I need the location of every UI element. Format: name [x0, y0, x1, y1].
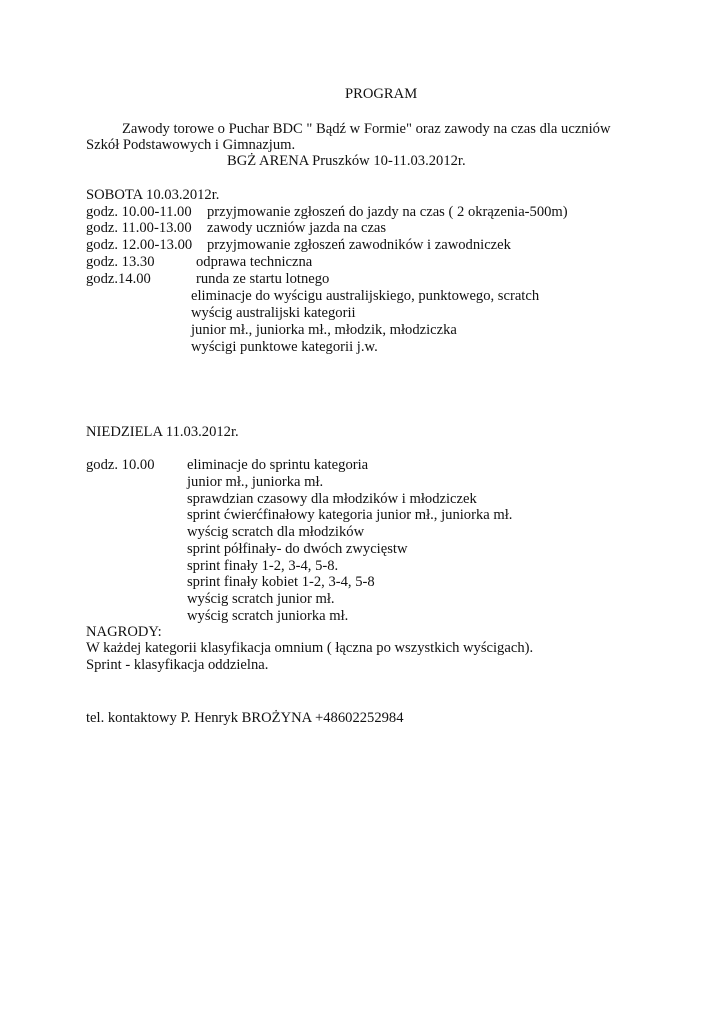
- saturday-item-time: godz. 10.00-11.00: [86, 204, 192, 220]
- saturday-item-text: odprawa techniczna: [196, 254, 313, 270]
- sunday-item: wyścig scratch junior mł.: [187, 591, 335, 607]
- saturday-sub-line: junior mł., juniorka mł., młodzik, młodziczka: [191, 322, 457, 338]
- sunday-item: wyścig scratch dla młodzików: [187, 524, 365, 540]
- sunday-item: wyścig scratch juniorka mł.: [187, 608, 349, 624]
- saturday-item-time: godz. 12.00-13.00: [86, 237, 193, 253]
- sunday-item: sprint ćwierćfinałowy kategoria junior mł., juniorka mł.: [187, 507, 513, 523]
- saturday-item-time: godz. 11.00-13.00: [86, 220, 192, 236]
- prizes-heading: NAGRODY:: [86, 624, 162, 640]
- intro-line-3: BGŻ ARENA Pruszków 10-11.03.2012r.: [227, 153, 466, 169]
- saturday-item-text: runda ze startu lotnego: [196, 271, 330, 287]
- saturday-sub-line: wyścig australijski kategorii: [191, 305, 356, 321]
- sunday-time: godz. 10.00: [86, 457, 155, 473]
- saturday-sub-line: wyścigi punktowe kategorii j.w.: [191, 339, 378, 355]
- sunday-item: sprint finały kobiet 1-2, 3-4, 5-8: [187, 574, 375, 590]
- saturday-item-text: przyjmowanie zgłoszeń do jazdy na czas ( 2 okrązenia-500m): [207, 204, 568, 220]
- sunday-item: eliminacje do sprintu kategoria: [187, 457, 369, 473]
- prizes-line-1: W każdej kategorii klasyfikacja omnium ( łączna po wszystkich wyścigach).: [86, 640, 534, 656]
- saturday-sub-line: eliminacje do wyścigu australijskiego, punktowego, scratch: [191, 288, 540, 304]
- contact-line: tel. kontaktowy P. Henryk BROŻYNA +48602252984: [86, 710, 404, 726]
- intro-line-2: Szkół Podstawowych i Gimnazjum.: [86, 137, 296, 153]
- sunday-item: sprint finały 1-2, 3-4, 5-8.: [187, 558, 339, 574]
- saturday-item-text: przyjmowanie zgłoszeń zawodników i zawodniczek: [207, 237, 511, 253]
- sunday-item: sprint półfinały- do dwóch zwycięstw: [187, 541, 408, 557]
- saturday-item-time: godz.14.00: [86, 271, 151, 287]
- sunday-item: sprawdzian czasowy dla młodzików i młodziczek: [187, 491, 477, 507]
- document-title: PROGRAM: [345, 86, 418, 102]
- sunday-item: junior mł., juniorka mł.: [187, 474, 324, 490]
- prizes-line-2: Sprint - klasyfikacja oddzielna.: [86, 657, 269, 673]
- sunday-heading: NIEDZIELA 11.03.2012r.: [86, 424, 239, 440]
- saturday-item-text: zawody uczniów jazda na czas: [207, 220, 387, 236]
- intro-line-1: Zawody torowe o Puchar BDC " Bądź w Formie" oraz zawody na czas dla uczniów: [122, 121, 611, 137]
- saturday-heading: SOBOTA 10.03.2012r.: [86, 187, 220, 203]
- saturday-item-time: godz. 13.30: [86, 254, 155, 270]
